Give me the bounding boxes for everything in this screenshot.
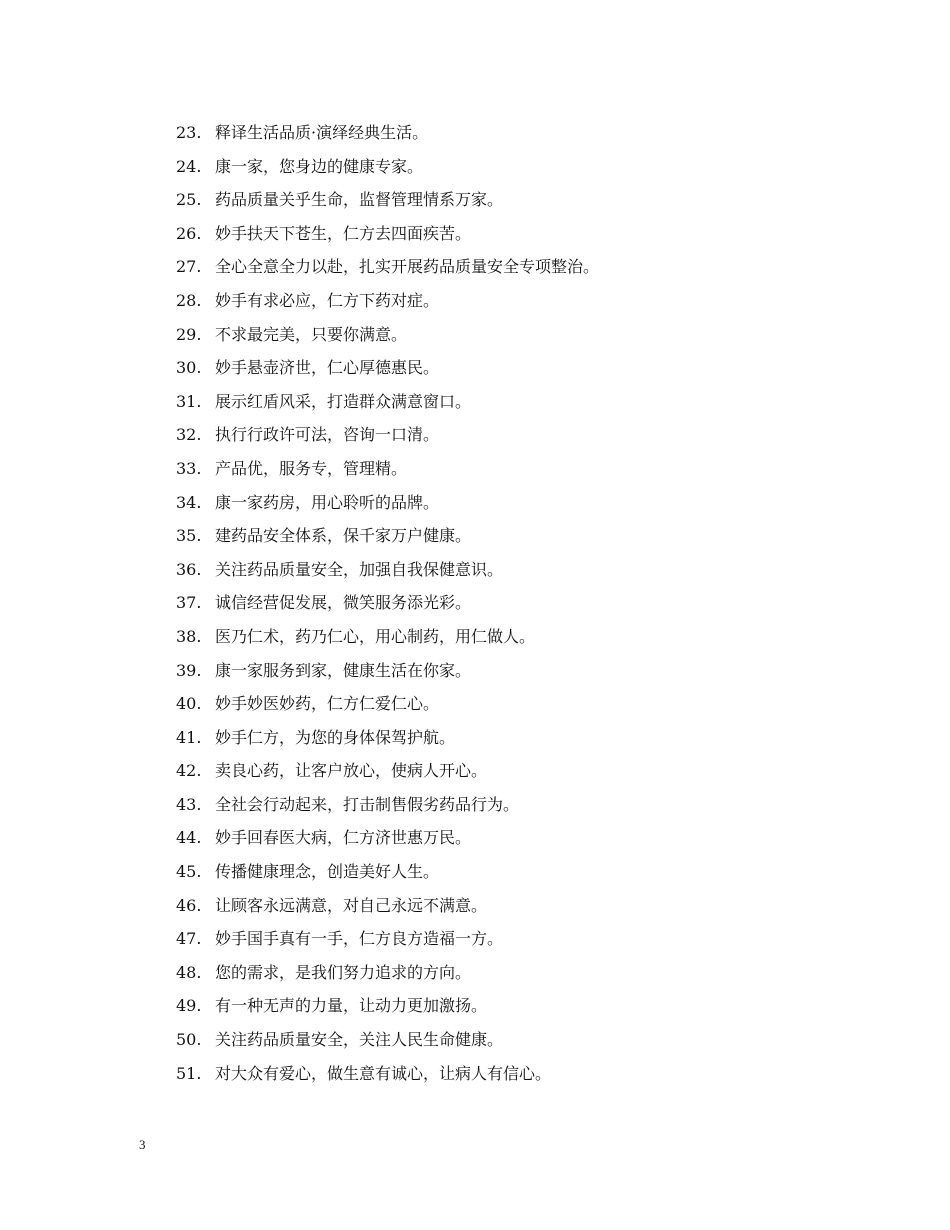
list-item <box>176 855 599 889</box>
item-number: 24. <box>176 156 202 176</box>
item-text: 医乃仁术，药乃仁心，用心制药，用仁做人。 <box>215 626 536 646</box>
item-text: 让顾客永远满意，对自己永远不满意。 <box>215 895 488 915</box>
list-item <box>176 586 599 620</box>
item-number: 38. <box>176 626 202 646</box>
item-number: 30. <box>176 358 202 378</box>
list-item <box>176 989 599 1023</box>
list-item <box>176 687 599 721</box>
item-number: 28. <box>176 290 202 310</box>
list-item <box>176 788 599 822</box>
item-text: 妙手国手真有一手，仁方良方造福一方。 <box>215 929 504 949</box>
list-item <box>176 620 599 654</box>
item-number: 49. <box>176 996 202 1016</box>
item-text: 妙手仁方，为您的身体保驾护航。 <box>215 727 456 747</box>
item-number: 47. <box>176 929 202 949</box>
item-number: 29. <box>176 324 202 344</box>
item-number: 25. <box>176 190 202 210</box>
item-number: 42. <box>176 761 202 781</box>
list-item <box>176 821 599 855</box>
item-text: 药品质量关乎生命，监督管理情系万家。 <box>215 190 504 210</box>
list-item <box>176 754 599 788</box>
list-item <box>176 1057 599 1091</box>
item-number: 39. <box>176 660 202 680</box>
item-number: 31. <box>176 391 202 411</box>
list-item <box>176 889 599 923</box>
item-number: 48. <box>176 962 202 982</box>
item-text: 妙手扶天下苍生，仁方去四面疾苦。 <box>215 223 472 243</box>
item-text: 有一种无声的力量，让动力更加激扬。 <box>215 996 488 1016</box>
item-text: 妙手妙医妙药，仁方仁爱仁心。 <box>215 694 440 714</box>
item-text: 诚信经营促发展，微笑服务添光彩。 <box>215 593 472 613</box>
page-number: 3 <box>139 1137 146 1152</box>
item-number: 32. <box>176 425 202 445</box>
item-text: 传播健康理念，创造美好人生。 <box>215 862 440 882</box>
item-text: 关注药品质量安全，关注人民生命健康。 <box>215 1030 504 1050</box>
list-item <box>176 116 599 150</box>
list-item <box>176 956 599 990</box>
item-number: 37. <box>176 593 202 613</box>
item-text: 卖良心药，让客户放心，使病人开心。 <box>215 761 488 781</box>
item-text: 展示红盾风采，打造群众满意窗口。 <box>215 391 472 411</box>
item-text: 妙手回春医大病，仁方济世惠万民。 <box>215 828 472 848</box>
list-item <box>176 351 599 385</box>
item-number: 35. <box>176 526 202 546</box>
item-number: 36. <box>176 559 202 579</box>
item-text: 释译生活品质·演绎经典生活。 <box>215 123 429 142</box>
item-text: 产品优，服务专，管理精。 <box>215 458 408 478</box>
item-number: 50. <box>176 1030 202 1050</box>
item-text: 不求最完美，只要你满意。 <box>215 324 408 344</box>
item-number: 41. <box>176 727 202 747</box>
list-item <box>176 284 599 318</box>
list-item <box>176 452 599 486</box>
item-text: 您的需求，是我们努力追求的方向。 <box>215 962 472 982</box>
list-item <box>176 183 599 217</box>
item-text: 关注药品质量安全，加强自我保健意识。 <box>215 559 504 579</box>
item-number: 43. <box>176 794 202 814</box>
item-text: 全社会行动起来，打击制售假劣药品行为。 <box>215 794 520 814</box>
list-item <box>176 486 599 520</box>
item-number: 26. <box>176 223 202 243</box>
item-text: 康一家药房，用心聆听的品牌。 <box>215 492 440 512</box>
item-text: 建药品安全体系，保千家万户健康。 <box>215 526 472 546</box>
item-number: 45. <box>176 862 202 882</box>
item-number: 44. <box>176 828 202 848</box>
item-number: 46. <box>176 895 202 915</box>
list-item <box>176 150 599 184</box>
list-item <box>176 922 599 956</box>
item-number: 34. <box>176 492 202 512</box>
list-item <box>176 318 599 352</box>
list-item <box>176 721 599 755</box>
item-text: 全心全意全力以赴，扎实开展药品质量安全专项整治。 <box>215 257 600 277</box>
item-text: 妙手有求必应，仁方下药对症。 <box>215 290 440 310</box>
item-number: 51. <box>176 1063 202 1083</box>
list-item <box>176 519 599 553</box>
list-item <box>176 385 599 419</box>
list-item <box>176 654 599 688</box>
item-number: 33. <box>176 458 202 478</box>
item-text: 康一家服务到家，健康生活在你家。 <box>215 660 472 680</box>
item-number: 23. <box>176 123 202 142</box>
item-text: 康一家，您身边的健康专家。 <box>215 156 424 176</box>
list-item <box>176 1023 599 1057</box>
item-number: 27. <box>176 257 202 277</box>
list-item <box>176 418 599 452</box>
item-text: 妙手悬壶济世，仁心厚德惠民。 <box>215 358 440 378</box>
item-text: 执行行政许可法，咨询一口清。 <box>215 425 440 445</box>
item-text: 对大众有爱心，做生意有诚心，让病人有信心。 <box>215 1063 552 1083</box>
list-item <box>176 553 599 587</box>
slogan-list <box>176 116 599 1090</box>
list-item <box>176 250 599 284</box>
item-number: 40. <box>176 694 202 714</box>
list-item <box>176 217 599 251</box>
